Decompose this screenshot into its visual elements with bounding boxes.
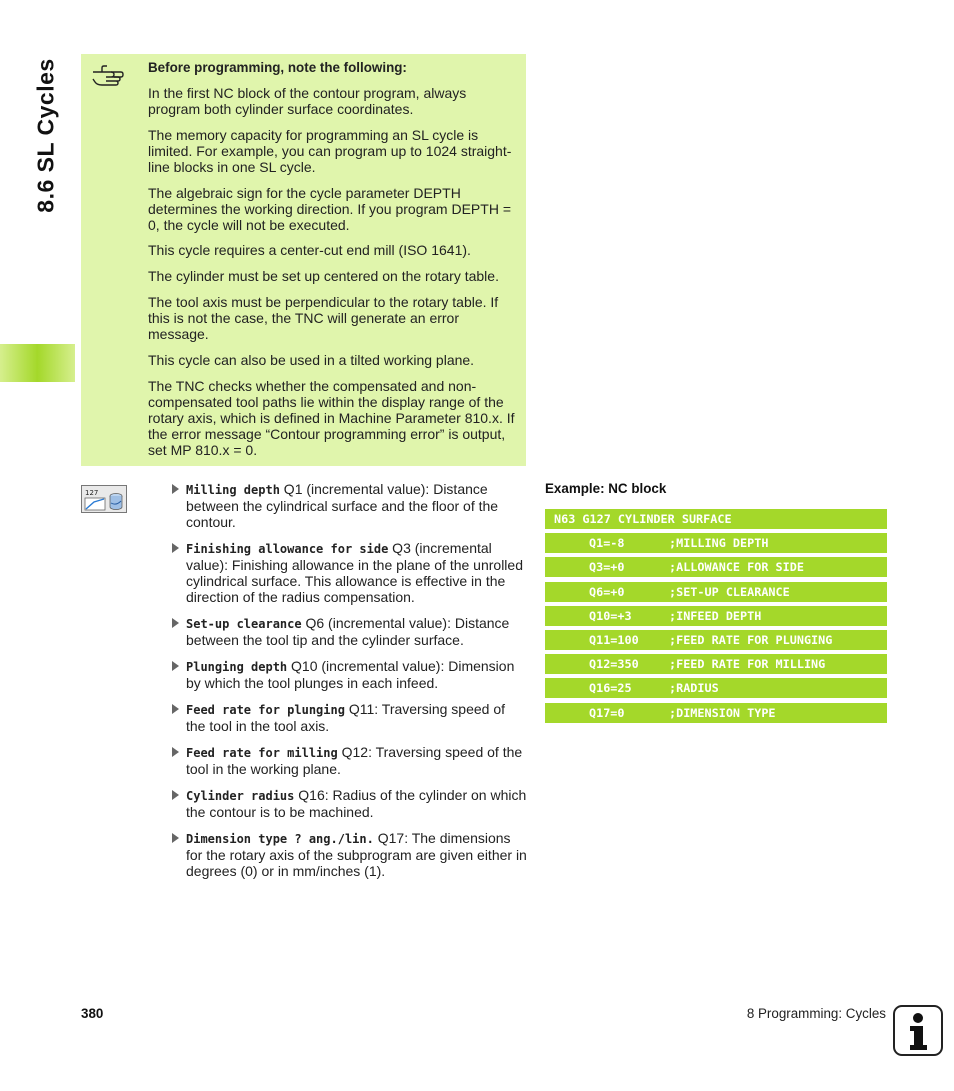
- nc-comment: ;MILLING DEPTH: [669, 536, 769, 551]
- nc-row: [545, 654, 887, 674]
- nc-row: [545, 678, 887, 698]
- note-paragraph: The cylinder must be set up centered on the rotary table.: [148, 268, 499, 285]
- note-paragraph: In the first NC block of the contour program, always program both cylinder surface coordinates.: [148, 85, 467, 117]
- bullet-arrow-icon: [172, 747, 179, 757]
- nc-comment: ;RADIUS: [669, 681, 719, 696]
- param-item: [172, 481, 527, 530]
- nc-code: Q10=+3: [589, 608, 632, 623]
- bullet-arrow-icon: [172, 618, 179, 628]
- note-paragraph: The TNC checks whether the compensated and non-compensated tool paths lie within the display range of the rotary axis, which is defined in Machine Parameter 810.x. If the error message “Contour programming error” is output, set MP 810.x = 0.: [148, 377, 515, 458]
- nc-comment: ;DIMENSION TYPE: [669, 705, 776, 720]
- param-name: Dimension type ? ang./lin.: [186, 832, 374, 846]
- chapter-side-title: [26, 50, 66, 220]
- nc-comment: ;FEED RATE FOR MILLING: [669, 657, 826, 672]
- param-desc: Q12: Traversing speed of the tool in the working plane.: [186, 744, 523, 777]
- param-item: [172, 744, 527, 777]
- nc-code: Q12=350: [589, 657, 639, 672]
- param-desc: Q3 (incremental value): Finishing allowance in the plane of the unrolled cylindrical surface. This allowance is effective in the direction of the radius compensation.: [186, 540, 523, 605]
- param-item: [172, 540, 527, 605]
- note-paragraph: The tool axis must be perpendicular to the rotary table. If this is not the case, the TNC will generate an error message.: [148, 293, 499, 342]
- note-paragraph: This cycle can also be used in a tilted working plane.: [148, 351, 475, 368]
- bullet-arrow-icon: [172, 790, 179, 800]
- param-item: [172, 615, 527, 648]
- nc-row: [545, 582, 887, 602]
- nc-code: Q1=-8: [589, 536, 625, 551]
- nc-row: [545, 630, 887, 650]
- nc-comment: ;ALLOWANCE FOR SIDE: [669, 560, 804, 575]
- nc-comment: ;FEED RATE FOR PLUNGING: [669, 632, 833, 647]
- param-item: [172, 658, 527, 691]
- pointing-hand-icon: [91, 64, 125, 91]
- param-name: Cylinder radius: [186, 789, 295, 803]
- param-name: Milling depth: [186, 483, 280, 497]
- nc-code: Q3=+0: [589, 560, 625, 575]
- note-paragraph: This cycle requires a center-cut end mill (ISO 1641).: [148, 242, 471, 259]
- bullet-arrow-icon: [172, 661, 179, 671]
- info-icon: [893, 1005, 943, 1056]
- example-title: Example: NC block: [545, 481, 667, 496]
- param-desc: Q11: Traversing speed of the tool in the tool axis.: [186, 701, 506, 734]
- param-item: [172, 701, 527, 734]
- note-paragraph: The memory capacity for programming an SL cycle is limited. For example, you can program up to 1024 straight-line blocks in one SL cycle.: [148, 126, 512, 175]
- param-desc: Q6 (incremental value): Distance between the tool tip and the cylinder surface.: [186, 615, 510, 648]
- param-desc: Q16: Radius of the cylinder on which the contour is to be machined.: [186, 787, 527, 820]
- nc-code: Q16=25: [589, 681, 632, 696]
- nc-comment: ;INFEED DEPTH: [669, 608, 762, 623]
- param-name: Feed rate for plunging: [186, 703, 345, 717]
- bullet-arrow-icon: [172, 484, 179, 494]
- nc-row: [545, 533, 887, 553]
- param-name: Plunging depth: [186, 660, 288, 674]
- note-content: [148, 60, 520, 467]
- nc-comment: ;SET-UP CLEARANCE: [669, 584, 790, 599]
- param-item: [172, 830, 527, 879]
- bullet-arrow-icon: [172, 704, 179, 714]
- bullet-arrow-icon: [172, 833, 179, 843]
- footer-chapter: 8 Programming: Cycles: [746, 1006, 886, 1021]
- param-desc: Q10 (incremental value): Dimension by which the tool plunges in each infeed.: [186, 658, 515, 691]
- bullet-arrow-icon: [172, 543, 179, 553]
- nc-code: Q11=100: [589, 632, 639, 647]
- note-paragraph: The algebraic sign for the cycle parameter DEPTH determines the working direction. If you program DEPTH = 0, the cycle will not be executed.: [148, 184, 511, 233]
- cycle-127-icon: [81, 485, 127, 513]
- param-desc: Q1 (incremental value): Distance between the cylindrical surface and the floor of the contour.: [186, 481, 499, 530]
- nc-block-table: [545, 509, 887, 727]
- param-desc: Q17: The dimensions for the rotary axis of the subprogram are given either in degrees (0) or in mm/inches (1).: [186, 830, 527, 879]
- nc-row: [545, 606, 887, 626]
- nc-code: Q6=+0: [589, 584, 625, 599]
- nc-header-row: [545, 509, 887, 529]
- nc-header: N63 G127 CYLINDER SURFACE: [554, 512, 732, 526]
- param-name: Finishing allowance for side: [186, 542, 389, 556]
- param-item: [172, 787, 527, 820]
- cycle-icon-label: 127: [85, 489, 99, 497]
- note-box: [81, 54, 526, 466]
- chapter-side-title-text: 8.6 SL Cycles: [32, 57, 59, 213]
- param-name: Feed rate for milling: [186, 746, 338, 760]
- chapter-tab-marker: [0, 344, 75, 382]
- page-number: 380: [81, 1006, 104, 1021]
- nc-row: [545, 703, 887, 723]
- note-heading: Before programming, note the following:: [148, 60, 407, 75]
- param-name: Set-up clearance: [186, 617, 302, 631]
- nc-code: Q17=0: [589, 705, 625, 720]
- parameter-list: [172, 481, 527, 889]
- nc-row: [545, 557, 887, 577]
